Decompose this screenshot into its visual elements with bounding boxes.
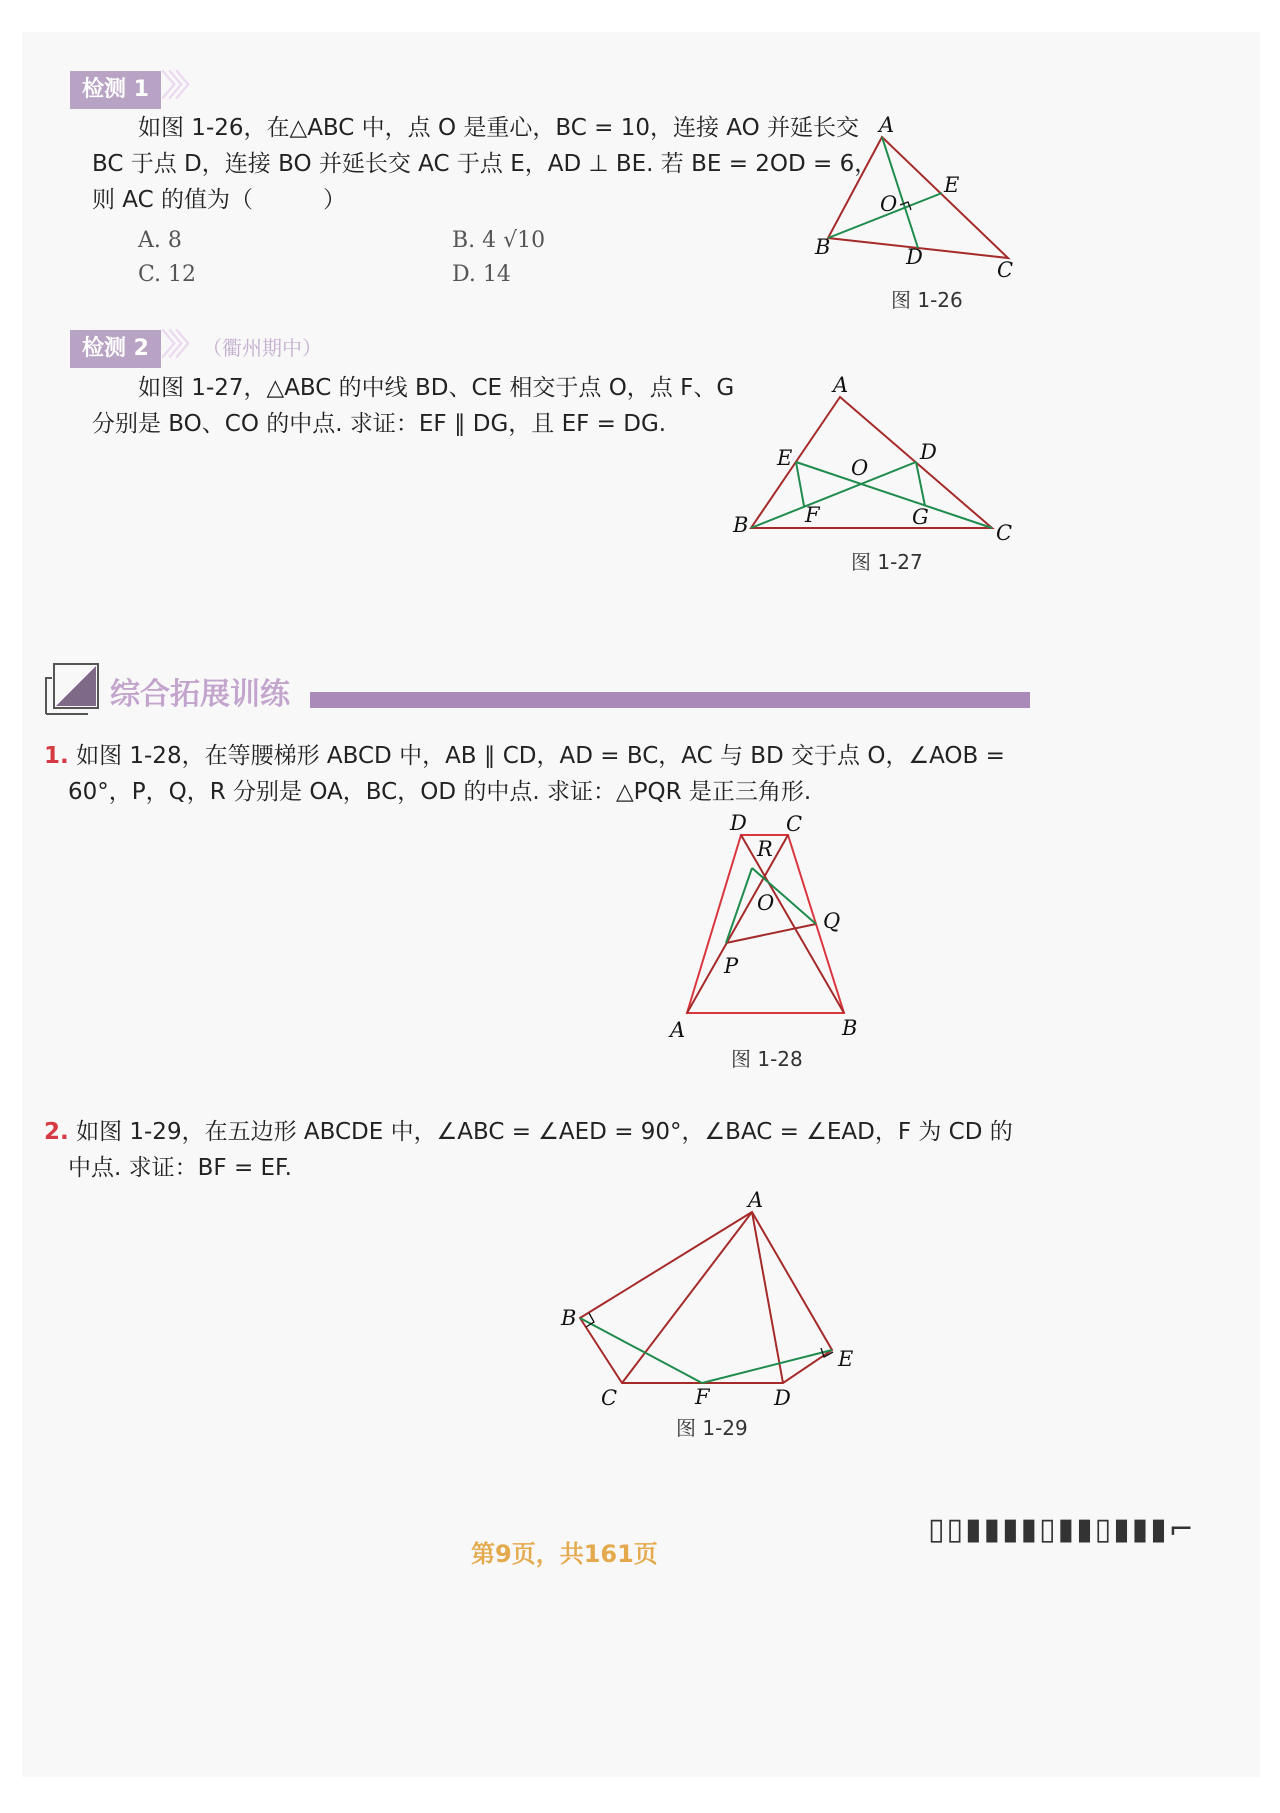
caption-1-28: 图 1-28 — [731, 1047, 803, 1071]
scissor-line-icon: ▯▯▮▮▮▮▯▮▮▯▮▮▮⌐ — [928, 1512, 1196, 1547]
label-P: P — [724, 954, 739, 978]
label-D: D — [730, 811, 747, 835]
label-R: R — [757, 837, 773, 861]
caption-1-26: 图 1-26 — [891, 288, 963, 312]
label-A: A — [879, 113, 895, 137]
q1-line1 — [44, 736, 1005, 777]
label-A: A — [670, 1018, 686, 1042]
option-d: D. 14 — [452, 262, 511, 287]
label-A: A — [748, 1188, 764, 1212]
test2-tag: 检测 2 — [70, 330, 161, 368]
label-B: B — [842, 1016, 858, 1040]
label-B: B — [561, 1306, 577, 1330]
test1-line3-start: 则 AC 的值为（ — [92, 187, 254, 213]
q1-number: 1. — [44, 743, 69, 769]
label-G: G — [912, 505, 929, 529]
test1-header — [70, 68, 197, 109]
q1-line1-text: 如图 1-28，在等腰梯形 ABCD 中，AB ∥ CD，AD = BC，AC 与 BD 交于点 O，∠AOB = — [76, 743, 1005, 769]
option-c: C. 12 — [138, 262, 197, 287]
label-C: C — [997, 258, 1014, 282]
label-A: A — [833, 373, 849, 397]
q1-line2: 60°，P，Q，R 分别是 OA，BC，OD 的中点. 求证：△PQR 是正三角形. — [68, 779, 812, 805]
test2-line2: 分别是 BO、CO 的中点. 求证：EF ∥ DG，且 EF = DG. — [92, 411, 667, 437]
figure-1-27 — [720, 370, 1030, 550]
label-Q: Q — [823, 909, 841, 933]
q2-line1 — [44, 1112, 1013, 1153]
test2-source: （衢州期中） — [202, 336, 323, 360]
option-b: B. 4 √10 — [452, 228, 546, 253]
section-title: 综合拓展训练 — [110, 677, 290, 712]
test1-tag: 检测 1 — [70, 71, 161, 109]
caption-1-29: 图 1-29 — [676, 1416, 748, 1440]
test1-line1: 如图 1-26，在△ABC 中，点 O 是重心，BC = 10，连接 AO 并延长交 — [138, 115, 860, 141]
label-C: C — [786, 812, 803, 836]
q2-line1-text: 如图 1-29，在五边形 ABCDE 中，∠ABC = ∠AED = 90°，∠BAC = ∠EAD，F 为 CD 的 — [76, 1119, 1013, 1145]
label-O: O — [880, 192, 898, 216]
label-F: F — [695, 1385, 710, 1409]
caption-1-27: 图 1-27 — [851, 550, 923, 574]
label-D: D — [906, 245, 923, 269]
test1-line3 — [92, 180, 346, 221]
label-C: C — [601, 1386, 618, 1410]
page-indicator: 第9页，共161页 — [471, 1540, 658, 1568]
test1-line3-end: ） — [323, 187, 347, 213]
figure-1-26 — [800, 112, 1040, 312]
label-E: E — [838, 1347, 854, 1371]
label-D: D — [774, 1386, 791, 1410]
label-B: B — [815, 235, 831, 259]
label-C: C — [996, 521, 1013, 545]
label-O: O — [757, 891, 775, 915]
section-square-icon — [44, 660, 104, 716]
q2-line2: 中点. 求证：BF = EF. — [68, 1155, 292, 1181]
label-O: O — [851, 456, 869, 480]
option-a: A. 8 — [138, 228, 182, 253]
test1-line2: BC 于点 D，连接 BO 并延长交 AC 于点 E，AD ⊥ BE. 若 BE = 2OD = 6， — [92, 151, 878, 177]
test2-line1: 如图 1-27，△ABC 的中线 BD、CE 相交于点 O，点 F、G — [138, 375, 735, 401]
test2-header — [70, 327, 322, 368]
label-E: E — [777, 446, 793, 470]
figure-1-29 — [550, 1180, 870, 1410]
q2-number: 2. — [44, 1119, 69, 1145]
figure-1-28 — [660, 810, 880, 1050]
label-E: E — [944, 173, 960, 197]
label-D: D — [920, 440, 937, 464]
section-bar — [310, 692, 1030, 708]
chevron-decoration-icon: 〉〉〉 — [160, 69, 197, 104]
label-B: B — [733, 513, 749, 537]
chevron-decoration-icon: 〉〉〉 — [160, 328, 197, 363]
label-F: F — [805, 503, 820, 527]
